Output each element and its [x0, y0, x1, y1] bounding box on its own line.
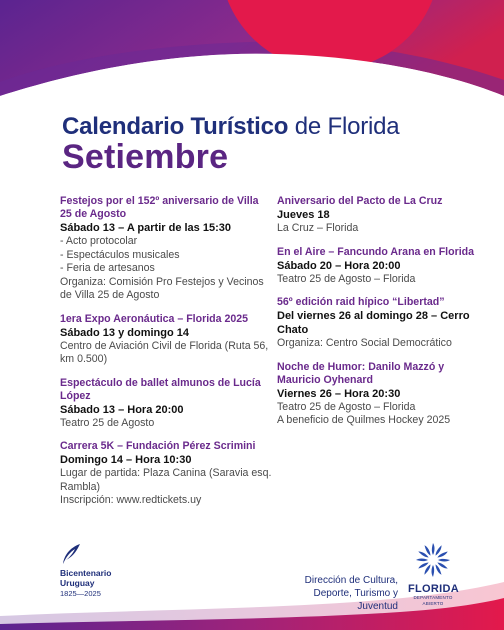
florida-logo: [408, 542, 458, 607]
event-detail: Teatro 25 de Agosto – Florida: [277, 400, 416, 413]
event-date: Del viernes 26 al domingo 28 – Cerro Chato: [277, 310, 470, 336]
header-wave-background: [0, 0, 504, 110]
direccion-text: Dirección de Cultura, Deporte, Turismo y Juventud: [304, 575, 398, 612]
title-rest: de Florida: [288, 113, 400, 140]
event-detail: A beneficio de Quilmes Hockey 2025: [277, 414, 451, 426]
florida-name: FLORIDA: [408, 583, 459, 595]
events-column-right: [277, 195, 477, 438]
event-date: Sábado 20 – Hora 20:00: [277, 259, 401, 272]
event-detail: - Espectáculos musicales: [60, 248, 180, 261]
page-title: [62, 113, 399, 141]
event-title: En el Aire – Fancundo Arana en Florida: [277, 245, 475, 258]
event-detail: Organiza: Centro Social Democrático: [277, 337, 452, 349]
event-date: Jueves 18: [277, 209, 330, 221]
event-item: [277, 296, 477, 351]
event-detail: Teatro 25 de Agosto – Florida: [277, 272, 416, 285]
event-title: 1era Expo Aeronáutica – Florida 2025: [60, 312, 249, 325]
month-heading: Setiembre: [62, 138, 229, 176]
bicentenario-line2: Uruguay: [60, 578, 95, 588]
florida-subtitle: DEPARTAMENTO ABIERTO: [413, 595, 453, 606]
event-detail: La Cruz – Florida: [277, 222, 359, 234]
event-title: Espectáculo de ballet almunos de Lucía López: [60, 376, 261, 402]
sunburst-icon: [415, 542, 451, 578]
event-detail[interactable]: Inscripción: www.redtickets.uy: [60, 494, 202, 506]
event-date: Viernes 26 – Hora 20:30: [277, 387, 401, 400]
feather-icon: [60, 542, 82, 566]
event-title: Aniversario del Pacto de La Cruz: [277, 195, 443, 207]
event-title: Festejos por el 152º aniversario de Villa 25 de Agosto: [60, 195, 259, 220]
event-item: [60, 195, 272, 303]
event-item: [277, 361, 477, 428]
event-detail: Organiza: Comisión Pro Festejos y Vecinos de Villa 25 de Agosto: [60, 275, 264, 301]
event-title: Noche de Humor: Danilo Mazzó y Mauricio Oyhenard: [277, 360, 445, 386]
event-item: [60, 377, 272, 431]
event-title: 56º edición raid hípico “Libertad”: [277, 296, 445, 308]
event-detail: Centro de Aviación Civil de Florida (Ruta 56, km 0.500): [60, 339, 269, 365]
bicentenario-years: 1825—2025: [60, 589, 101, 598]
title-bold: Calendario Turístico: [62, 113, 289, 140]
event-date: Sábado 13 – A partir de las 15:30: [60, 222, 231, 234]
event-detail: - Feria de artesanos: [60, 262, 155, 274]
event-item: [277, 195, 477, 236]
event-detail: Lugar de partida: Plaza Canina (Saravia esq. Rambla): [60, 467, 272, 493]
event-date: Domingo 14 – Hora 10:30: [60, 454, 192, 466]
event-item: [60, 440, 272, 508]
event-item: [60, 313, 272, 367]
bicentenario-logo: [60, 542, 112, 599]
event-item: [277, 246, 477, 287]
event-title: Carrera 5K – Fundación Pérez Scrimini: [60, 440, 256, 452]
event-detail: Teatro 25 de Agosto: [60, 416, 155, 429]
bicentenario-line1: Bicentenario: [60, 568, 112, 578]
events-column-left: [60, 195, 272, 518]
event-date: Sábado 13 y domingo 14: [60, 326, 189, 339]
event-detail: - Acto protocolar: [60, 235, 138, 247]
event-date: Sábado 13 – Hora 20:00: [60, 403, 184, 416]
